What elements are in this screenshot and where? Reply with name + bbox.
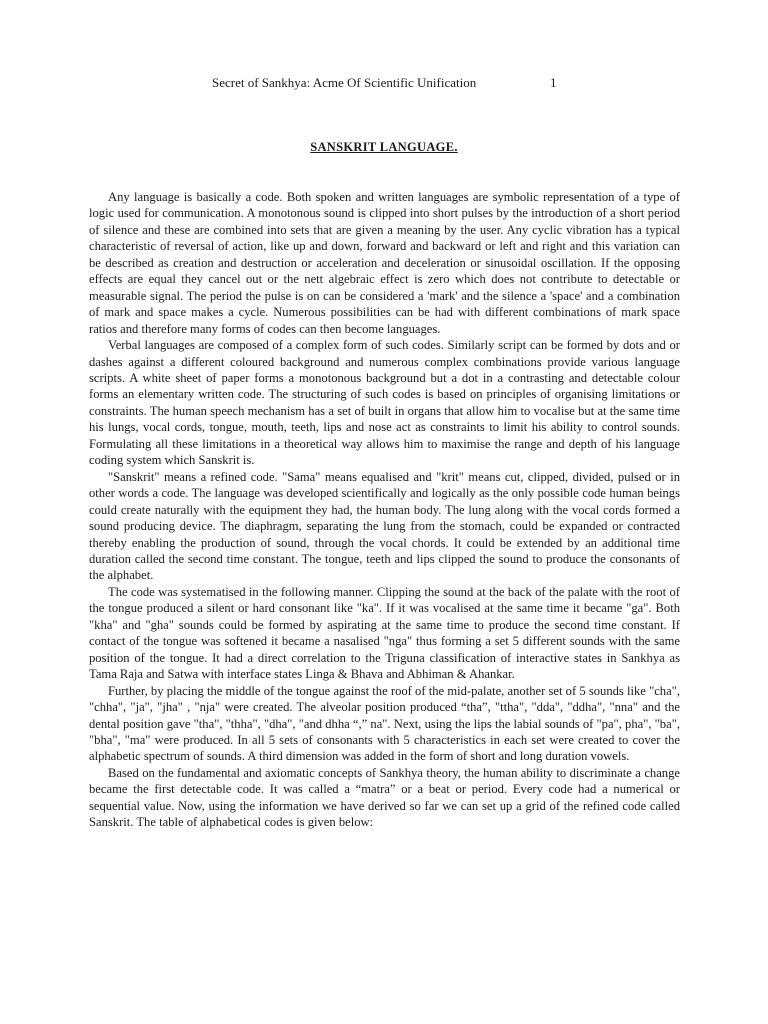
paragraph: The code was systematised in the following manner. Clipping the sound at the back of the palate with the root of the tongue produced a silent or hard consonant like "ka". If it was vocalised at the same time it became "ga". Both "kha" and "gha" sounds could be formed by aspirating at the same time to produce the second time constant. If contact of the tongue was softened it became a nasalised "nga" thus forming a set 5 different sounds with the same position of the tongue. It had a direct correlation to the Triguna classification of interactive states in Sankhya as Tama Raja and Satwa with interface states Linga & Bhava and Abhiman & Ahankar. bbox=[89, 584, 680, 682]
paragraph: Any language is basically a code. Both spoken and written languages are symbolic representation of a type of logic used for communication. A monotonous sound is clipped into short pulses by the introduction of a short period of silence and these are combined into sets that are given a meaning by the user. Any cyclic vibration has a typical characteristic of reversal of action, like up and down, forward and backward or left and right and this variation can be described as creation and destruction or acceleration and deceleration or sinusoidal oscillation. If the opposing effects are equal they cancel out or the nett algebraic effect is zero which does not contribute to detectable or measurable signal. The period the pulse is on can be considered a 'mark' and the silence a 'space' and a combination of mark and space makes a cycle. Numerous possibilities can be had with different combinations of mark space ratios and therefore many forms of codes can then become languages. bbox=[89, 190, 680, 336]
document-title: SANSKRIT LANGUAGE. bbox=[310, 140, 458, 154]
paragraph: Based on the fundamental and axiomatic concepts of Sankhya theory, the human ability to discriminate a change became the first detectable code. It was called a “matra” or a beat or period. Every code had a numerical or sequential value. Now, using the information we have derived so far we can set up a grid of the refined code called Sanskrit. The table of alphabetical codes is given below: bbox=[89, 765, 680, 830]
running-header bbox=[212, 74, 572, 92]
paragraph: "Sanskrit" means a refined code. "Sama" means equalised and "krit" means cut, clipped, divided, pulsed or in other words a code. The language was developed scientifically and logically as the only possible code human beings could create naturally with the equipment they had, the human body. The lung along with the vocal cords formed a sound producing device. The diaphragm, separating the lung from the stomach, could be expanded or contracted thereby enabling the production of sound, through the vocal chords. It could be extended by an additional time duration called the second time constant. The tongue, teeth and lips clipped the sound to produce the consonants of the alphabet. bbox=[89, 469, 680, 583]
paragraph: Verbal languages are composed of a complex form of such codes. Similarly script can be formed by dots and or dashes against a different coloured background and numerous complex combinations provide various language scripts. A white sheet of paper forms a monotonous background but a dot in a contrasting and detectable colour forms an elementary written code. The structuring of such codes is based on principles of organising limitations or constraints. The human speech mechanism has a set of built in organs that allow him to vocalise but at the same time his lungs, vocal cords, tongue, mouth, teeth, lips and nose act as constraints to limit his ability to control sounds. Formulating all these limitations in a theoretical way allows him to maximise the range and depth of his language coding system which Sanskrit is. bbox=[89, 338, 680, 468]
document-body bbox=[89, 189, 680, 831]
page-number: 1 bbox=[550, 75, 557, 90]
paragraph: Further, by placing the middle of the tongue against the roof of the mid-palate, another set of 5 sounds like "cha", "chha", "ja", "jha" , "nja" were created. The alveolar position produced “tha”, "ttha", "dda", "ddha", "nna" and the dental position gave "tha", "thha", "dha", "and dhha “,” na". Next, using the lips the labial sounds of "pa", pha", "ba", "bha", "ma" were produced. In all 5 sets of consonants with 5 characteristics in each set were created to cover the alphabetic spectrum of sounds. A third dimension was added in the form of short and long duration vowels. bbox=[89, 683, 680, 764]
running-title: Secret of Sankhya: Acme Of Scientific Unification bbox=[212, 75, 477, 90]
